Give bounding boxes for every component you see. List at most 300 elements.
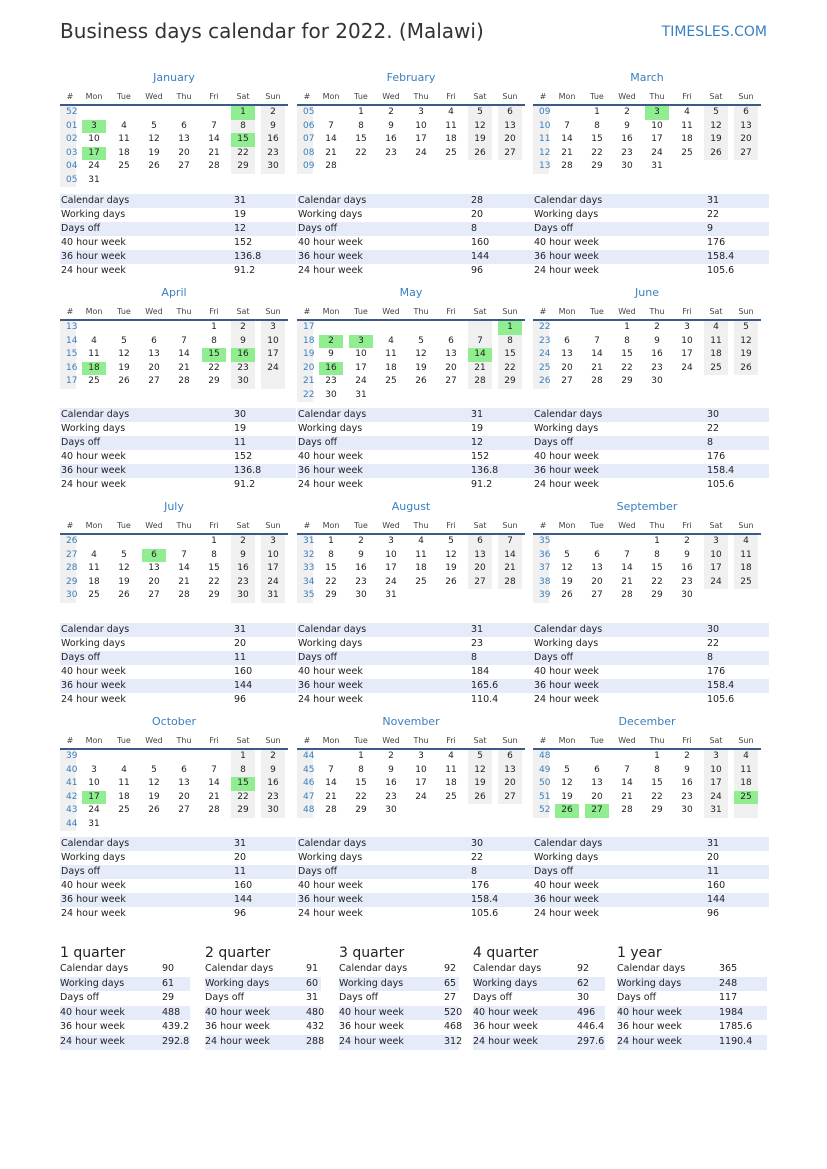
weekday-label: Fri (446, 736, 456, 745)
stats-row (60, 665, 296, 679)
summary-label: Calendar days (617, 963, 686, 974)
week-number: 17 (66, 376, 78, 386)
day-cell: 29 (237, 805, 249, 815)
day-cell: 29 (651, 805, 663, 815)
weekday-header (533, 734, 761, 750)
day-cell: 7 (594, 335, 600, 346)
stat-value: 136.8 (471, 465, 499, 476)
stat-value: 19 (234, 209, 247, 220)
summary-label: Days off (339, 992, 379, 1004)
day-cell: 14 (561, 134, 573, 144)
weekday-label: Sat (709, 521, 723, 530)
day-cell: 22 (591, 147, 603, 158)
week-number: 18 (303, 335, 315, 346)
stats-row (533, 879, 769, 893)
weekday-label: Wed (618, 736, 636, 745)
stat-label: Calendar days (61, 838, 130, 849)
day-cell: 20 (474, 563, 486, 573)
week-number: 16 (66, 362, 78, 373)
month-name: March (630, 71, 664, 84)
day-cell: 13 (445, 349, 457, 359)
summary-title: 1 year (617, 945, 662, 961)
day-cell: 24 (267, 362, 279, 373)
day-cell: 2 (270, 107, 276, 117)
month-name: April (161, 286, 187, 299)
day-cell: 12 (118, 563, 130, 573)
holiday-day-cell: 16 (231, 348, 255, 362)
stat-label: Working days (298, 209, 363, 220)
week-row (533, 764, 761, 778)
day-cell: 19 (474, 778, 486, 788)
stat-value: 8 (471, 652, 478, 663)
weekday-header (60, 90, 288, 106)
weekday-label: Mon (558, 307, 576, 316)
stat-value: 22 (471, 852, 484, 863)
day-cell: 1 (211, 322, 217, 332)
weekday-label: Tue (354, 92, 368, 101)
day-cell: 28 (178, 376, 190, 386)
stat-label: 40 hour week (61, 880, 126, 891)
weekday-header (297, 734, 525, 750)
day-cell: 23 (325, 376, 337, 386)
day-cell: 27 (178, 161, 190, 171)
summary-value: 1785.6 (719, 1021, 753, 1033)
month-stats-january (60, 194, 296, 278)
day-cell: 12 (118, 349, 130, 359)
week-number: 39 (539, 590, 551, 600)
day-cell: 12 (415, 349, 427, 359)
month-february (297, 71, 525, 174)
day-cell: 1 (654, 536, 660, 546)
day-cell: 9 (684, 549, 690, 560)
stat-label: Working days (61, 423, 126, 434)
day-cell: 29 (325, 590, 337, 600)
summary-row (473, 1035, 605, 1050)
site-brand-link[interactable]: TIMESLES.COM (661, 24, 767, 40)
weekday-label: Wed (145, 92, 163, 101)
weekday-label: Tue (590, 521, 604, 530)
month-stats-february (297, 194, 533, 278)
week-row (60, 750, 288, 764)
day-cell: 10 (681, 335, 693, 346)
stat-label: 40 hour week (298, 666, 363, 677)
stat-value: 20 (234, 852, 247, 863)
stat-value: 23 (471, 638, 484, 649)
week-row (297, 120, 525, 134)
day-cell: 15 (325, 563, 337, 573)
summary-row (339, 977, 459, 992)
stats-row (297, 893, 533, 907)
month-april (60, 286, 288, 389)
week-number: 41 (66, 778, 78, 788)
weekday-label: # (539, 521, 547, 530)
summary-block (339, 944, 463, 1050)
weekday-label: # (303, 521, 311, 530)
month-name: November (382, 715, 440, 728)
weekday-label: Sat (236, 521, 250, 530)
summary-label: 24 hour week (60, 1035, 125, 1047)
month-stats-april (60, 408, 296, 492)
day-cell: 24 (267, 576, 279, 587)
summary-row (339, 991, 459, 1006)
day-cell: 27 (178, 805, 190, 815)
summary-value: 439.2 (162, 1021, 190, 1033)
stat-label: 24 hour week (534, 479, 599, 490)
weekday-label: Tue (354, 521, 368, 530)
day-cell: 21 (325, 147, 337, 158)
day-cell: 15 (591, 134, 603, 144)
day-cell: 29 (591, 161, 603, 171)
weekday-label: Thu (413, 307, 429, 316)
holiday-day-cell: 18 (82, 362, 106, 376)
day-cell: 9 (270, 120, 276, 131)
stats-row (297, 865, 533, 879)
week-number: 31 (303, 536, 315, 546)
day-cell: 18 (710, 349, 722, 359)
month-stats-october (60, 837, 296, 921)
day-cell: 7 (181, 335, 187, 346)
day-cell: 26 (740, 362, 752, 373)
week-number: 33 (303, 563, 315, 573)
day-cell: 14 (178, 563, 190, 573)
day-cell: 13 (504, 120, 516, 131)
month-name: October (151, 715, 197, 728)
week-number: 37 (539, 563, 551, 573)
day-cell: 18 (740, 778, 752, 788)
day-cell: 31 (88, 174, 100, 185)
weekday-header (297, 305, 525, 321)
week-number: 26 (539, 376, 551, 386)
week-row (297, 589, 525, 603)
week-row (60, 362, 288, 376)
summary-value: 297.6 (577, 1035, 605, 1047)
day-cell: 30 (681, 805, 693, 815)
week-number: 21 (303, 376, 315, 386)
month-september (533, 500, 761, 603)
day-cell: 7 (564, 120, 570, 131)
day-cell: 20 (445, 362, 457, 373)
day-cell: 3 (713, 751, 719, 761)
day-cell: 5 (743, 322, 749, 332)
weekday-label: Fri (209, 736, 219, 745)
day-cell: 13 (504, 764, 516, 775)
day-cell: 29 (208, 376, 220, 386)
day-cell: 16 (681, 563, 693, 573)
summary-row (60, 962, 190, 977)
weekday-label: Sat (709, 92, 723, 101)
stats-row (533, 865, 769, 879)
weekday-label: Sun (738, 521, 754, 530)
day-cell: 9 (684, 764, 690, 775)
stat-value: 8 (471, 866, 478, 877)
week-row (533, 375, 761, 389)
day-cell: 20 (148, 576, 160, 587)
week-number: 44 (303, 751, 315, 761)
day-cell: 14 (208, 778, 220, 788)
weekday-label: Thu (176, 307, 192, 316)
day-cell: 10 (267, 335, 279, 346)
weekday-label: Tue (354, 307, 368, 316)
day-cell: 22 (621, 362, 633, 373)
day-cell: 5 (151, 764, 157, 775)
week-row (297, 750, 525, 764)
stat-value: 136.8 (234, 465, 262, 476)
summary-row (339, 1006, 463, 1021)
summary-value: 65 (444, 977, 457, 989)
summary-value: 1984 (719, 1006, 744, 1018)
summary-value: 31 (306, 992, 319, 1004)
summary-label: Days off (473, 992, 513, 1004)
week-number: 05 (303, 107, 315, 117)
weekday-header (297, 519, 525, 535)
day-cell: 24 (681, 362, 693, 373)
week-number: 03 (66, 147, 78, 158)
holiday-day-cell: 17 (82, 147, 106, 161)
day-cell: 26 (474, 147, 486, 158)
day-cell: 14 (621, 778, 633, 788)
day-cell: 17 (651, 134, 663, 144)
day-cell: 6 (743, 107, 749, 117)
day-cell: 24 (385, 576, 397, 587)
weekday-label: Sat (473, 736, 487, 745)
day-cell: 29 (504, 376, 516, 386)
day-cell: 8 (507, 335, 513, 346)
summary-value: 117 (719, 992, 738, 1004)
stat-label: 24 hour week (298, 479, 363, 490)
stats-row (60, 893, 296, 907)
summary-row (473, 991, 605, 1006)
day-cell: 30 (325, 389, 337, 400)
stat-label: Working days (534, 423, 599, 434)
weekday-label: Sat (236, 307, 250, 316)
summary-label: 36 hour week (205, 1021, 270, 1033)
weekday-label: Wed (145, 736, 163, 745)
stat-label: Working days (534, 638, 599, 649)
weekday-label: # (539, 92, 547, 101)
week-row (60, 375, 288, 389)
week-number: 26 (66, 536, 78, 546)
stat-label: 36 hour week (61, 680, 126, 691)
weekday-label: # (539, 736, 547, 745)
week-row (297, 549, 525, 563)
day-cell: 12 (474, 120, 486, 131)
day-cell: 4 (743, 536, 749, 546)
stat-value: 158.4 (471, 894, 499, 905)
stats-row (533, 250, 769, 264)
weekday-label: Sun (738, 92, 754, 101)
weekday-label: Wed (618, 92, 636, 101)
day-cell: 27 (148, 376, 160, 386)
week-row (60, 321, 288, 335)
day-cell: 12 (740, 335, 752, 346)
stat-label: Calendar days (61, 624, 130, 635)
day-cell: 31 (267, 590, 279, 600)
summary-row (205, 1035, 325, 1050)
summary-title: 4 quarter (473, 945, 539, 961)
week-row (533, 133, 761, 147)
week-number: 47 (303, 791, 315, 802)
day-cell: 26 (415, 376, 427, 386)
holiday-day-cell: 27 (585, 804, 609, 818)
week-number: 52 (66, 107, 78, 117)
week-row (297, 106, 525, 120)
day-cell: 18 (118, 791, 130, 802)
day-cell: 8 (240, 764, 246, 775)
stat-value: 160 (707, 880, 726, 891)
stat-label: 40 hour week (61, 451, 126, 462)
stat-label: 36 hour week (61, 465, 126, 476)
day-cell: 27 (561, 376, 573, 386)
week-row (60, 791, 288, 805)
day-cell: 5 (121, 549, 127, 560)
day-cell: 1 (624, 322, 630, 332)
week-number: 38 (539, 576, 551, 587)
stat-label: 24 hour week (61, 694, 126, 705)
day-cell: 15 (621, 349, 633, 359)
holiday-day-cell: 14 (468, 348, 492, 362)
stat-label: Calendar days (298, 838, 367, 849)
holiday-day-cell: 3 (82, 120, 106, 134)
day-cell: 7 (477, 335, 483, 346)
day-cell: 1 (211, 536, 217, 546)
summary-row (617, 991, 767, 1006)
day-cell: 8 (654, 764, 660, 775)
weekday-label: Mon (85, 92, 103, 101)
day-cell: 22 (355, 791, 367, 802)
stats-row (60, 837, 296, 851)
stat-value: 160 (471, 237, 490, 248)
stats-row (297, 450, 533, 464)
weekday-label: Sat (709, 736, 723, 745)
summary-value: 90 (162, 963, 175, 974)
stat-value: 160 (234, 880, 253, 891)
weekday-label: Tue (354, 736, 368, 745)
weekday-label: Sun (502, 736, 518, 745)
day-cell: 9 (654, 335, 660, 346)
day-cell: 13 (148, 563, 160, 573)
stat-value: 31 (707, 838, 720, 849)
day-cell: 7 (328, 120, 334, 131)
holiday-day-cell: 3 (645, 106, 669, 120)
day-cell: 5 (477, 107, 483, 117)
day-cell: 23 (237, 576, 249, 587)
week-row (60, 576, 288, 590)
stats-row (297, 907, 533, 921)
summary-value: 1190.4 (719, 1035, 753, 1047)
stats-row (533, 236, 769, 250)
stat-value: 9 (707, 223, 714, 234)
day-cell: 21 (208, 791, 220, 802)
day-cell: 22 (208, 362, 220, 373)
day-cell: 12 (710, 120, 722, 131)
stats-row (533, 665, 769, 679)
week-number: 12 (539, 147, 551, 158)
week-row (297, 791, 525, 805)
day-cell: 6 (477, 536, 483, 546)
day-cell: 18 (88, 576, 100, 587)
weekday-header (60, 734, 288, 750)
stat-value: 20 (234, 638, 247, 649)
day-cell: 5 (477, 751, 483, 761)
day-cell: 3 (91, 764, 97, 775)
day-cell: 31 (385, 590, 397, 600)
day-cell: 17 (415, 778, 427, 788)
summary-value: 288 (306, 1035, 325, 1047)
day-cell: 17 (267, 349, 279, 359)
week-number: 22 (539, 322, 551, 332)
stats-row (533, 851, 769, 865)
day-cell: 16 (621, 134, 633, 144)
weekday-label: Fri (209, 521, 219, 530)
week-row (533, 321, 761, 335)
stats-row (60, 464, 296, 478)
day-cell: 6 (507, 751, 513, 761)
weekday-label: Mon (85, 736, 103, 745)
week-number: 48 (539, 751, 551, 761)
day-cell: 15 (355, 778, 367, 788)
day-cell: 22 (504, 362, 516, 373)
stats-row (297, 194, 533, 208)
week-row (60, 147, 288, 161)
stat-label: Calendar days (534, 838, 603, 849)
day-cell: 9 (270, 764, 276, 775)
day-cell: 30 (355, 590, 367, 600)
weekday-label: Thu (413, 521, 429, 530)
summary-block (473, 944, 605, 1050)
day-cell: 25 (88, 376, 100, 386)
summary-value: 312 (444, 1035, 463, 1047)
week-number: 17 (303, 322, 315, 332)
day-cell: 16 (681, 778, 693, 788)
day-cell: 2 (654, 322, 660, 332)
month-july (60, 500, 288, 603)
weekday-label: Fri (682, 736, 692, 745)
week-number: 39 (66, 751, 78, 761)
weekday-label: Sun (265, 307, 281, 316)
stat-value: 160 (234, 666, 253, 677)
summary-row (617, 1020, 767, 1035)
day-cell: 3 (270, 322, 276, 332)
day-cell: 12 (445, 549, 457, 560)
day-cell: 10 (385, 549, 397, 560)
day-cell: 31 (651, 161, 663, 171)
day-cell: 2 (240, 322, 246, 332)
summary-block (60, 944, 190, 1050)
stat-label: 24 hour week (298, 694, 363, 705)
summary-row (473, 1020, 605, 1035)
stats-row (297, 436, 533, 450)
day-cell: 25 (415, 576, 427, 587)
day-cell: 7 (211, 120, 217, 131)
weekday-label: Wed (618, 307, 636, 316)
stats-row (297, 250, 533, 264)
day-cell: 31 (88, 818, 100, 829)
stat-value: 105.6 (707, 265, 735, 276)
week-number: 50 (539, 778, 551, 788)
day-cell: 23 (267, 147, 279, 158)
day-cell: 1 (654, 751, 660, 761)
day-cell: 29 (208, 590, 220, 600)
day-cell: 8 (358, 120, 364, 131)
day-cell: 31 (355, 389, 367, 400)
stat-value: 20 (471, 209, 484, 220)
stat-label: Calendar days (534, 195, 603, 206)
day-cell: 17 (415, 134, 427, 144)
summary-label: Calendar days (60, 963, 129, 974)
week-number: 06 (303, 120, 315, 131)
summary-row (60, 977, 190, 992)
stat-value: 144 (707, 894, 726, 905)
